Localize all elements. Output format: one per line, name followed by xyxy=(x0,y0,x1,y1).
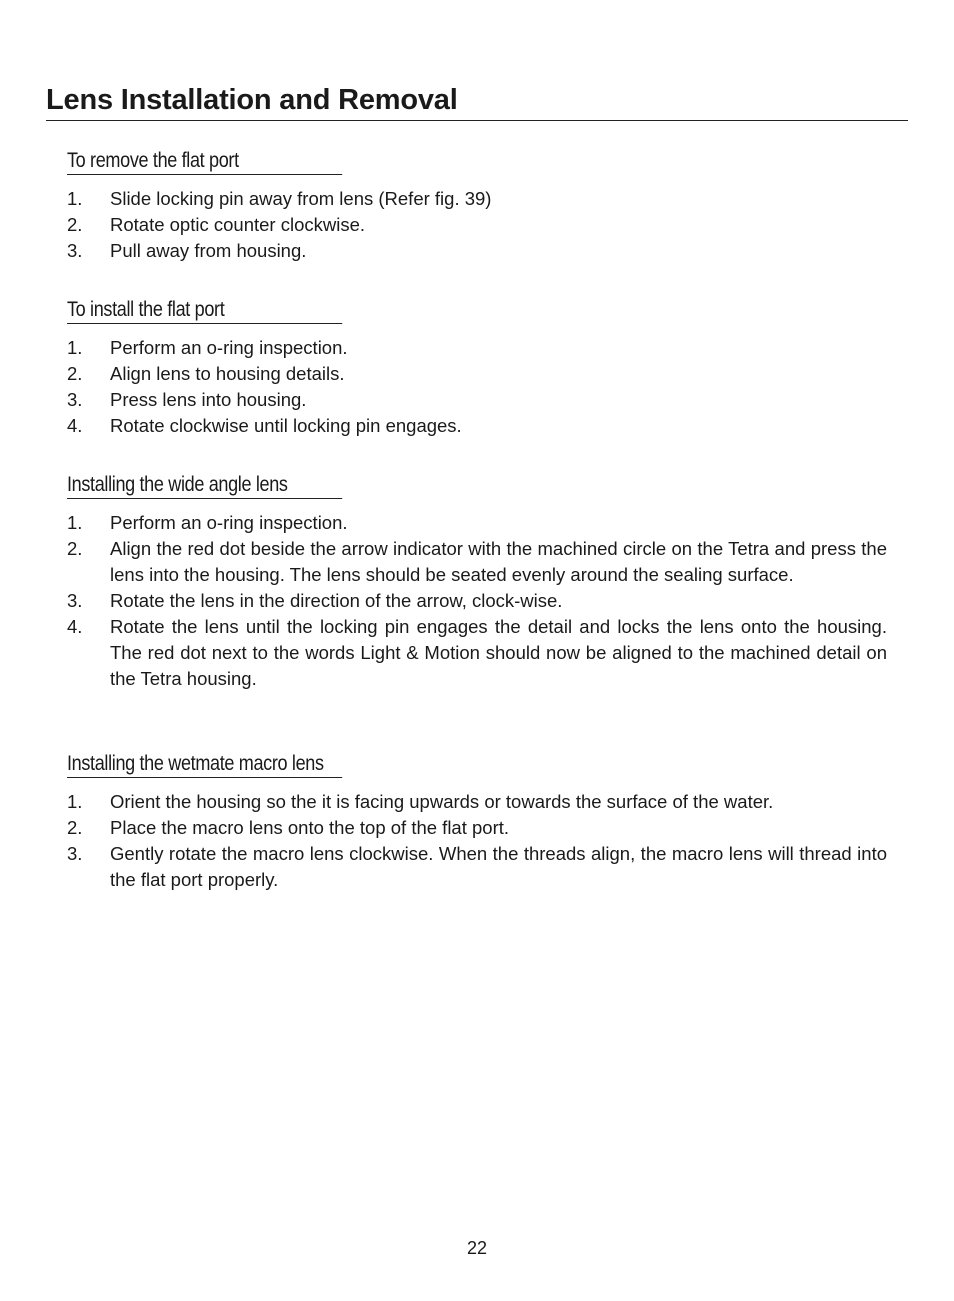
section-heading: Installing the wetmate macro lens xyxy=(67,751,342,778)
list-item xyxy=(67,335,887,361)
step-list xyxy=(67,335,887,439)
step-text: Rotate clockwise until locking pin engages. xyxy=(110,415,462,436)
page-number: 22 xyxy=(466,1238,488,1258)
step-list xyxy=(67,789,887,893)
step-number: 1. xyxy=(67,188,83,209)
step-number: 3. xyxy=(67,843,83,864)
list-item xyxy=(67,815,887,841)
step-text: Slide locking pin away from lens (Refer fig. 39) xyxy=(110,188,492,209)
list-item xyxy=(67,789,887,815)
section-heading: Installing the wide angle lens xyxy=(67,472,342,499)
step-text: Gently rotate the macro lens clockwise. When the threads align, the macro lens will thread into the flat port properly. xyxy=(110,843,887,890)
list-item xyxy=(67,186,887,212)
step-text: Rotate the lens in the direction of the arrow, clock-wise. xyxy=(110,590,563,611)
step-text: Perform an o-ring inspection. xyxy=(110,512,348,533)
step-text: Perform an o-ring inspection. xyxy=(110,337,348,358)
list-item xyxy=(67,361,887,387)
list-item xyxy=(67,238,887,264)
step-number: 1. xyxy=(67,337,83,358)
step-text: Rotate optic counter clockwise. xyxy=(110,214,366,235)
step-number: 3. xyxy=(67,240,83,261)
step-text: Orient the housing so the it is facing upwards or towards the surface of the water. xyxy=(110,791,774,812)
step-number: 1. xyxy=(67,512,83,533)
step-number: 2. xyxy=(67,214,83,235)
step-number: 2. xyxy=(67,817,83,838)
list-item xyxy=(67,510,887,536)
step-number: 3. xyxy=(67,389,83,410)
step-text: Place the macro lens onto the top of the flat port. xyxy=(110,817,510,838)
page-title: Lens Installation and Removal xyxy=(46,82,908,121)
list-item xyxy=(67,841,887,893)
step-number: 2. xyxy=(67,538,83,559)
step-number: 4. xyxy=(67,415,83,436)
section-remove-flat-port xyxy=(67,148,887,264)
step-number: 3. xyxy=(67,590,83,611)
list-item xyxy=(67,212,887,238)
step-text: Align the red dot beside the arrow indicator with the machined circle on the Tetra and press the lens into the housing. The lens should be seated evenly around the sealing surface. xyxy=(110,538,887,585)
list-item xyxy=(67,387,887,413)
step-list xyxy=(67,186,887,264)
list-item xyxy=(67,588,887,614)
step-text: Pull away from housing. xyxy=(110,240,307,261)
list-item xyxy=(67,413,887,439)
section-heading: To remove the flat port xyxy=(67,148,342,175)
step-text: Press lens into housing. xyxy=(110,389,307,410)
step-number: 1. xyxy=(67,791,83,812)
section-heading: To install the flat port xyxy=(67,297,342,324)
step-text: Align lens to housing details. xyxy=(110,363,345,384)
section-wide-angle-lens xyxy=(67,472,887,692)
list-item xyxy=(67,536,887,588)
section-wetmate-macro-lens xyxy=(67,751,887,893)
step-text: Rotate the lens until the locking pin engages the detail and locks the lens onto the housing. The red dot next to the words Light & Motion should now be aligned to the machined detail on the Tetra housing. xyxy=(110,616,887,689)
step-number: 4. xyxy=(67,616,83,637)
step-number: 2. xyxy=(67,363,83,384)
list-item xyxy=(67,614,887,692)
section-install-flat-port xyxy=(67,297,887,439)
step-list xyxy=(67,510,887,692)
